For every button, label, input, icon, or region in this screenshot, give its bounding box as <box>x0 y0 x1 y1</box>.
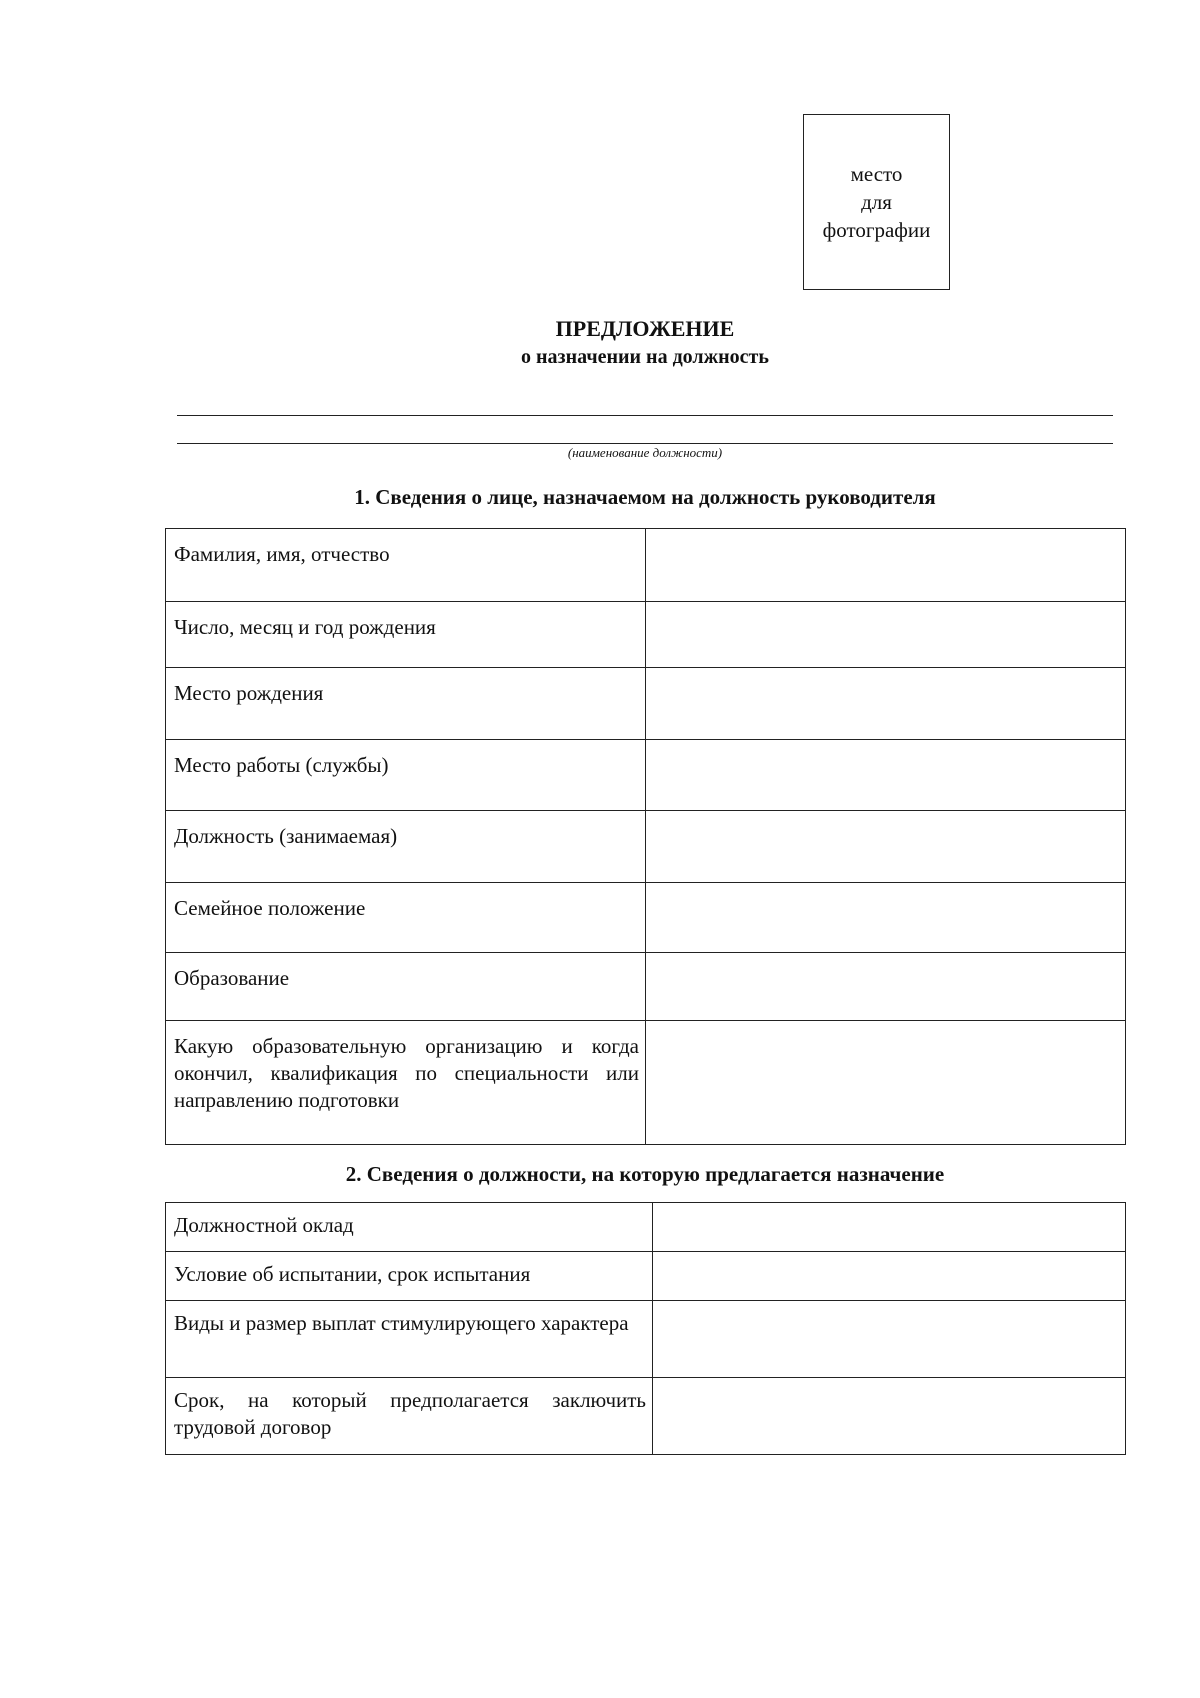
row-label-full-name: Фамилия, имя, отчество <box>166 529 646 602</box>
row-value-workplace[interactable] <box>646 740 1126 811</box>
row-value-current-position[interactable] <box>646 811 1126 883</box>
section-2-title: 2. Сведения о должности, на которую предлагается назначение <box>345 1162 945 1186</box>
row-value-education[interactable] <box>646 953 1126 1021</box>
row-label-current-position: Должность (занимаемая) <box>166 811 646 883</box>
table-row <box>166 953 1126 1021</box>
table-row <box>166 1378 1126 1455</box>
row-label-incentive-payments: Виды и размер выплат стимулирующего характера <box>166 1301 653 1378</box>
position-name-line-1[interactable] <box>177 415 1113 416</box>
photo-placeholder <box>803 114 950 290</box>
table-row <box>166 1021 1126 1145</box>
position-name-hint: (наименование должности) <box>567 445 723 460</box>
row-value-full-name[interactable] <box>646 529 1126 602</box>
row-label-birth-date: Число, месяц и год рождения <box>166 602 646 668</box>
row-value-probation[interactable] <box>653 1252 1126 1301</box>
position-info-table <box>165 1202 1126 1455</box>
table-row <box>166 529 1126 602</box>
row-label-birth-place: Место рождения <box>166 668 646 740</box>
row-value-birth-date[interactable] <box>646 602 1126 668</box>
row-label-education-details: Какую образовательную организацию и когда окончил, квалификация по специальности или направлению подготовки <box>166 1021 646 1145</box>
table-row <box>166 883 1126 953</box>
document-subtitle: о назначении на должность <box>521 346 769 368</box>
row-value-contract-term[interactable] <box>653 1378 1126 1455</box>
row-label-workplace: Место работы (службы) <box>166 740 646 811</box>
table-row <box>166 668 1126 740</box>
row-value-incentive-payments[interactable] <box>653 1301 1126 1378</box>
row-label-contract-term: Срок, на который предполагается заключить трудовой договор <box>166 1378 653 1455</box>
table-row <box>166 602 1126 668</box>
photo-placeholder-line-3: фотографии <box>822 218 931 242</box>
position-name-line-2[interactable] <box>177 443 1113 444</box>
row-value-education-details[interactable] <box>646 1021 1126 1145</box>
row-value-birth-place[interactable] <box>646 668 1126 740</box>
table-row <box>166 1252 1126 1301</box>
person-info-table <box>165 528 1126 1145</box>
row-label-salary: Должностной оклад <box>166 1203 653 1252</box>
row-label-probation: Условие об испытании, срок испытания <box>166 1252 653 1301</box>
table-row <box>166 1301 1126 1378</box>
row-value-salary[interactable] <box>653 1203 1126 1252</box>
table-row <box>166 740 1126 811</box>
table-row <box>166 1203 1126 1252</box>
photo-placeholder-line-2: для <box>861 190 892 214</box>
photo-placeholder-line-1: место <box>850 162 903 186</box>
section-1-title: 1. Сведения о лице, назначаемом на должность руководителя <box>354 485 936 509</box>
row-label-education: Образование <box>166 953 646 1021</box>
row-value-marital-status[interactable] <box>646 883 1126 953</box>
table-row <box>166 811 1126 883</box>
document-title: ПРЕДЛОЖЕНИЕ <box>555 316 735 341</box>
row-label-marital-status: Семейное положение <box>166 883 646 953</box>
